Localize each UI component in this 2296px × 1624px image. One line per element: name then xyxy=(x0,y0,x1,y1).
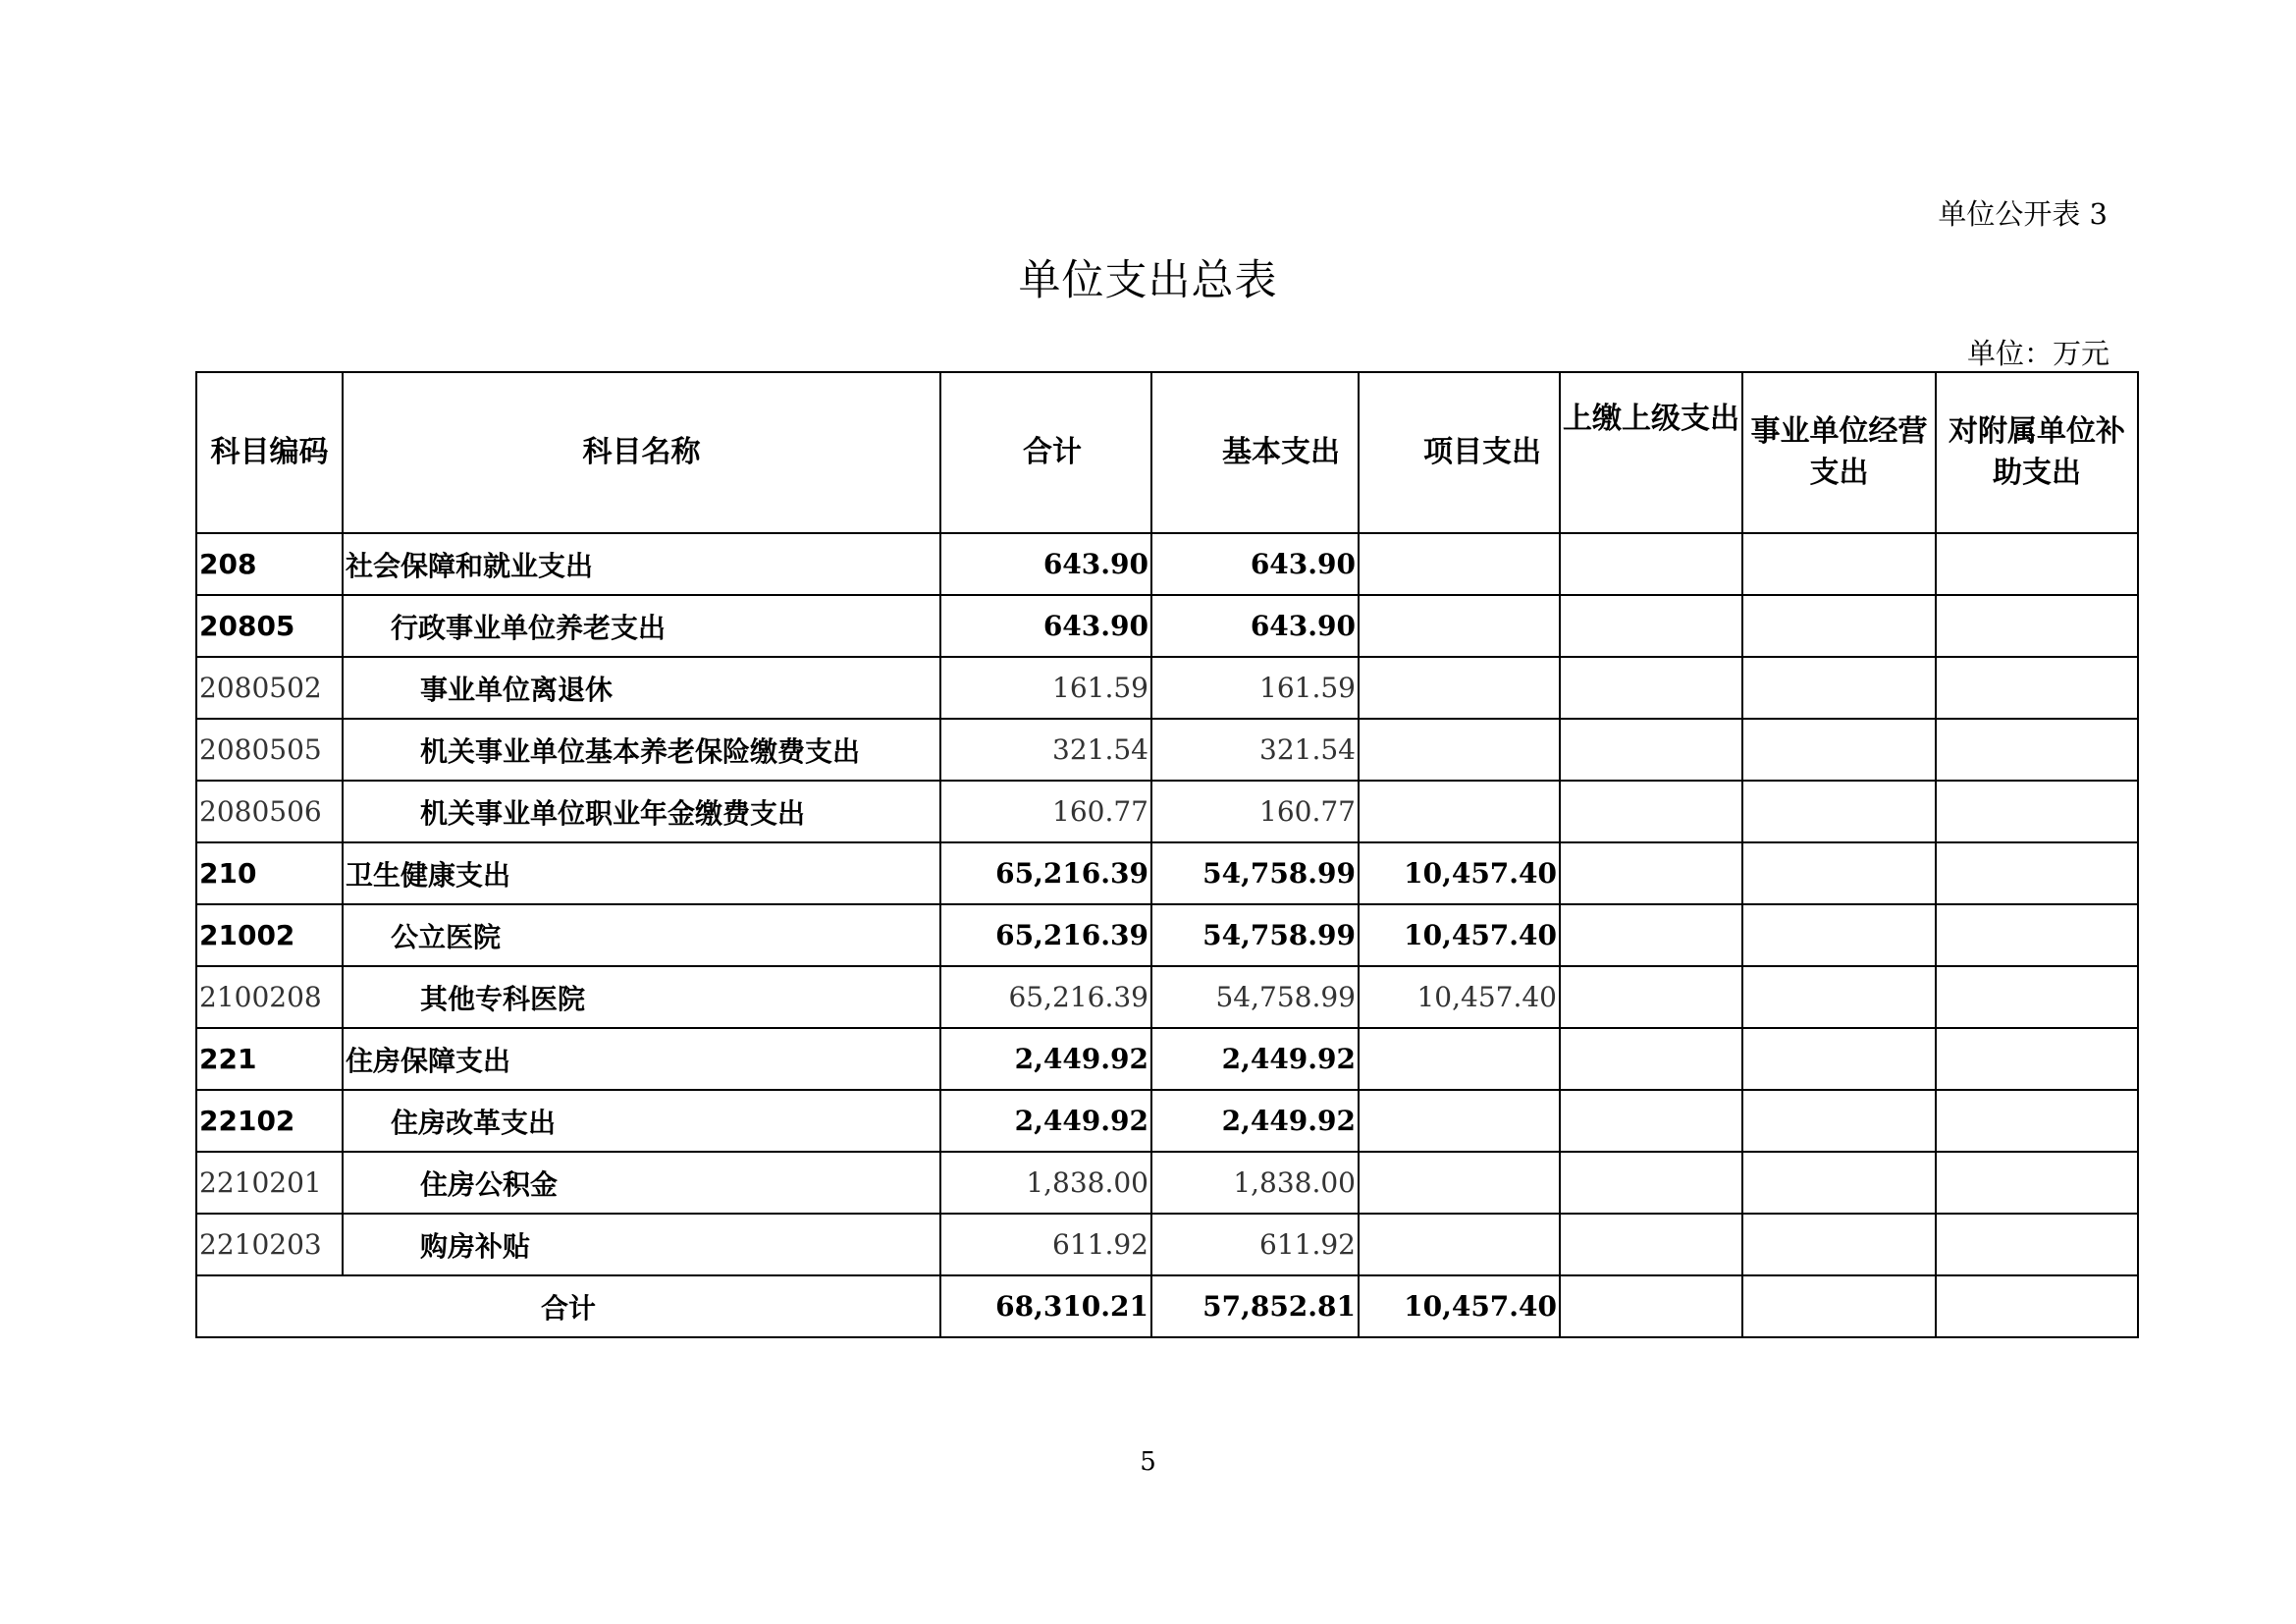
header-basic xyxy=(1151,372,1359,533)
header-business-label: 事业单位经营支出 xyxy=(1750,414,1928,490)
row-basic: 1,838.00 xyxy=(1151,1152,1359,1214)
row-basic: 161.59 xyxy=(1151,657,1359,719)
row-subsidy xyxy=(1936,966,2138,1028)
total-row xyxy=(196,1275,2138,1337)
row-upper xyxy=(1560,904,1742,966)
row-code: 22102 xyxy=(196,1090,343,1152)
header-subsidy xyxy=(1936,372,2138,533)
total-basic: 57,852.81 xyxy=(1151,1275,1359,1337)
table-row xyxy=(196,904,2138,966)
row-upper xyxy=(1560,595,1742,657)
row-project xyxy=(1359,781,1560,842)
row-business xyxy=(1742,904,1936,966)
row-upper xyxy=(1560,1152,1742,1214)
row-subsidy xyxy=(1936,657,2138,719)
row-upper xyxy=(1560,966,1742,1028)
row-subsidy xyxy=(1936,1152,2138,1214)
row-upper xyxy=(1560,842,1742,904)
table-row xyxy=(196,595,2138,657)
row-basic: 321.54 xyxy=(1151,719,1359,781)
row-code: 210 xyxy=(196,842,343,904)
row-business xyxy=(1742,1028,1936,1090)
row-basic: 54,758.99 xyxy=(1151,904,1359,966)
header-upper xyxy=(1560,372,1742,533)
row-upper xyxy=(1560,533,1742,595)
row-basic: 2,449.92 xyxy=(1151,1090,1359,1152)
header-total xyxy=(940,372,1151,533)
row-upper xyxy=(1560,1028,1742,1090)
row-project xyxy=(1359,533,1560,595)
row-upper xyxy=(1560,719,1742,781)
row-business xyxy=(1742,595,1936,657)
row-upper xyxy=(1560,1090,1742,1152)
total-upper xyxy=(1560,1275,1742,1337)
row-name: 卫生健康支出 xyxy=(343,842,940,904)
header-total-label: 合计 xyxy=(1023,435,1082,469)
row-subsidy xyxy=(1936,781,2138,842)
row-total: 1,838.00 xyxy=(940,1152,1151,1214)
row-subsidy xyxy=(1936,1214,2138,1275)
row-project xyxy=(1359,1090,1560,1152)
total-subsidy xyxy=(1936,1275,2138,1337)
row-name: 机关事业单位基本养老保险缴费支出 xyxy=(343,719,940,781)
total-label: 合计 xyxy=(196,1275,940,1337)
row-name: 其他专科医院 xyxy=(343,966,940,1028)
row-subsidy xyxy=(1936,533,2138,595)
row-name: 事业单位离退休 xyxy=(343,657,940,719)
row-business xyxy=(1742,781,1936,842)
row-total: 2,449.92 xyxy=(940,1090,1151,1152)
row-upper xyxy=(1560,657,1742,719)
header-row xyxy=(196,372,2138,533)
row-upper xyxy=(1560,781,1742,842)
row-upper xyxy=(1560,1214,1742,1275)
row-total: 65,216.39 xyxy=(940,842,1151,904)
row-code: 2100208 xyxy=(196,966,343,1028)
row-code: 2080502 xyxy=(196,657,343,719)
table-row xyxy=(196,842,2138,904)
header-code xyxy=(196,372,343,533)
row-business xyxy=(1742,657,1936,719)
total-total: 68,310.21 xyxy=(940,1275,1151,1337)
row-business xyxy=(1742,1090,1936,1152)
table-row xyxy=(196,719,2138,781)
header-project-label: 项目支出 xyxy=(1423,435,1541,469)
table-row xyxy=(196,1090,2138,1152)
row-project xyxy=(1359,595,1560,657)
row-name: 行政事业单位养老支出 xyxy=(343,595,940,657)
row-code: 2080506 xyxy=(196,781,343,842)
row-project xyxy=(1359,1028,1560,1090)
header-upper-label: 上缴上级支出 xyxy=(1563,402,1739,436)
row-basic: 54,758.99 xyxy=(1151,966,1359,1028)
row-total: 611.92 xyxy=(940,1214,1151,1275)
row-subsidy xyxy=(1936,719,2138,781)
row-total: 65,216.39 xyxy=(940,966,1151,1028)
row-total: 321.54 xyxy=(940,719,1151,781)
row-business xyxy=(1742,966,1936,1028)
row-business xyxy=(1742,719,1936,781)
row-name: 购房补贴 xyxy=(343,1214,940,1275)
row-basic: 54,758.99 xyxy=(1151,842,1359,904)
row-name: 住房改革支出 xyxy=(343,1090,940,1152)
row-code: 21002 xyxy=(196,904,343,966)
table-row xyxy=(196,1028,2138,1090)
row-subsidy xyxy=(1936,1028,2138,1090)
row-code: 2210203 xyxy=(196,1214,343,1275)
row-business xyxy=(1742,1214,1936,1275)
row-code: 2210201 xyxy=(196,1152,343,1214)
row-project xyxy=(1359,657,1560,719)
row-name: 住房公积金 xyxy=(343,1152,940,1214)
header-project xyxy=(1359,372,1560,533)
row-subsidy xyxy=(1936,595,2138,657)
table-row xyxy=(196,657,2138,719)
row-project xyxy=(1359,1152,1560,1214)
row-total: 643.90 xyxy=(940,533,1151,595)
table-row xyxy=(196,1152,2138,1214)
header-subsidy-label: 对附属单位补助支出 xyxy=(1949,414,2125,490)
row-project: 10,457.40 xyxy=(1359,904,1560,966)
page-number: 5 xyxy=(1140,1447,1156,1477)
row-subsidy xyxy=(1936,904,2138,966)
row-subsidy xyxy=(1936,842,2138,904)
row-total: 160.77 xyxy=(940,781,1151,842)
row-code: 208 xyxy=(196,533,343,595)
row-basic: 611.92 xyxy=(1151,1214,1359,1275)
row-business xyxy=(1742,533,1936,595)
row-basic: 2,449.92 xyxy=(1151,1028,1359,1090)
row-code: 20805 xyxy=(196,595,343,657)
total-business xyxy=(1742,1275,1936,1337)
row-business xyxy=(1742,842,1936,904)
row-basic: 160.77 xyxy=(1151,781,1359,842)
row-business xyxy=(1742,1152,1936,1214)
table-row xyxy=(196,1214,2138,1275)
form-number: 单位公开表 3 xyxy=(1938,197,2108,231)
table-row xyxy=(196,533,2138,595)
expenditure-table xyxy=(195,371,2139,1338)
row-code: 2080505 xyxy=(196,719,343,781)
row-total: 161.59 xyxy=(940,657,1151,719)
header-basic-label: 基本支出 xyxy=(1222,435,1340,469)
row-name: 机关事业单位职业年金缴费支出 xyxy=(343,781,940,842)
row-total: 65,216.39 xyxy=(940,904,1151,966)
row-project xyxy=(1359,1214,1560,1275)
header-code-label: 科目编码 xyxy=(210,435,329,469)
row-subsidy xyxy=(1936,1090,2138,1152)
row-project: 10,457.40 xyxy=(1359,842,1560,904)
header-name-label: 科目名称 xyxy=(582,435,701,469)
row-basic: 643.90 xyxy=(1151,533,1359,595)
row-project xyxy=(1359,719,1560,781)
row-name: 社会保障和就业支出 xyxy=(343,533,940,595)
table-row xyxy=(196,781,2138,842)
page-title: 单位支出总表 xyxy=(1018,256,1278,305)
table-row xyxy=(196,966,2138,1028)
total-project: 10,457.40 xyxy=(1359,1275,1560,1337)
row-name: 住房保障支出 xyxy=(343,1028,940,1090)
row-project: 10,457.40 xyxy=(1359,966,1560,1028)
unit-label: 单位：万元 xyxy=(1966,337,2109,370)
header-name xyxy=(343,372,940,533)
row-total: 643.90 xyxy=(940,595,1151,657)
row-basic: 643.90 xyxy=(1151,595,1359,657)
row-code: 221 xyxy=(196,1028,343,1090)
row-name: 公立医院 xyxy=(343,904,940,966)
row-total: 2,449.92 xyxy=(940,1028,1151,1090)
header-business xyxy=(1742,372,1936,533)
